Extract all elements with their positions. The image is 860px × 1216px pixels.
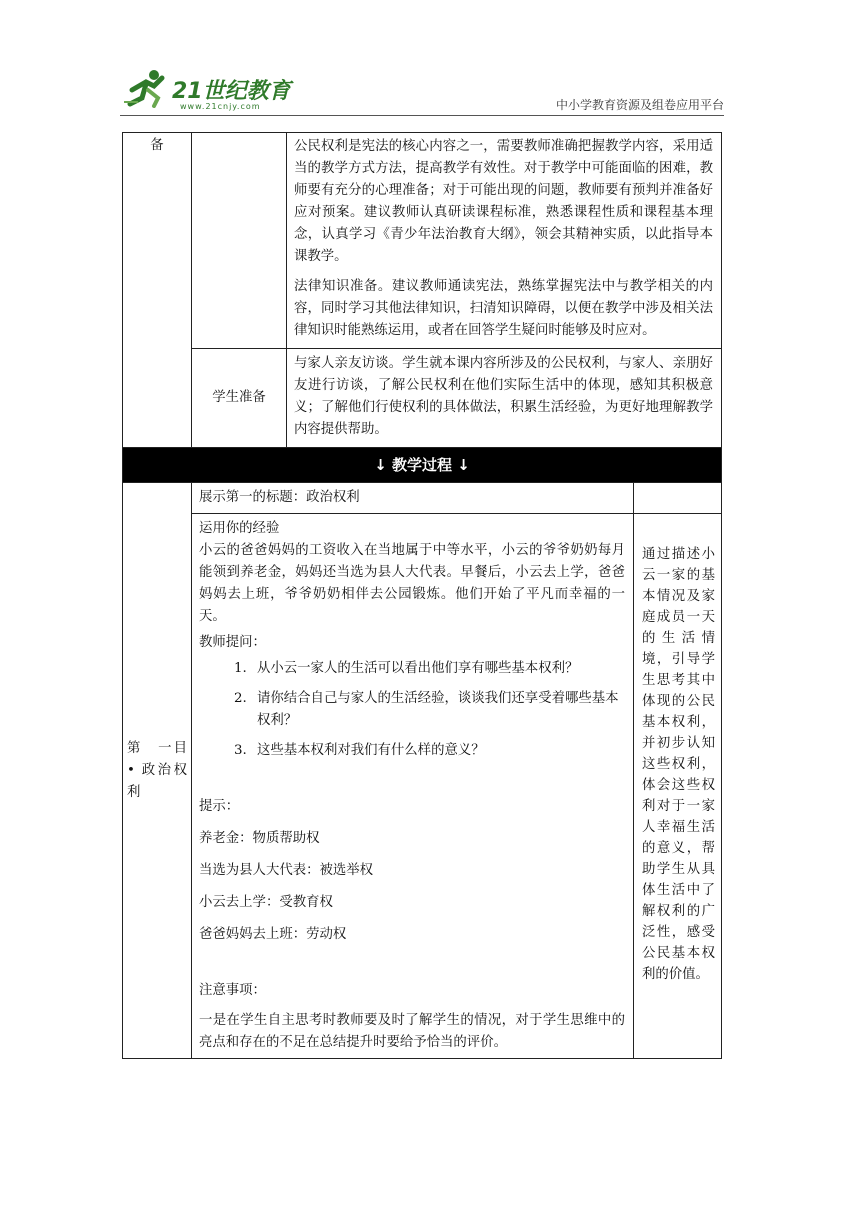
notes-text: 一是在学生自主思考时教师要及时了解学生的情况，对于学生思维中的亮点和存在的不足在总结提升时要给予恰当的评价。 [199, 1013, 625, 1050]
page-header [120, 66, 724, 116]
process-band: ↓ 教学过程 ↓ [123, 448, 722, 483]
logo-url: www.21cnjy.com [180, 102, 261, 111]
student-prep-row [123, 349, 722, 448]
teacher-prep-paragraph: 公民权利是宪法的核心内容之一，需要教师准确把握教学内容，采用适当的教学方式方法，提高教学有效性。对于教学中可能面临的困难，教师要有充分的心理准备；对于可能出现的问题，教师要有预判并准备好应对预案。建议教师认真研读课程标准，熟悉课程性质和课程基本理念，认真学习《青少年法治教育大纲》，领会其精神实质，以此指导本课教学。 [294, 139, 714, 264]
teacher-prep-cell [287, 133, 722, 349]
notes-title: 注意事项： [199, 983, 266, 998]
process-content-cell [192, 514, 634, 1059]
site-logo [124, 68, 294, 114]
lesson-table [122, 132, 722, 1059]
section-title: 展示第一的标题：政治权利 [199, 490, 360, 505]
hint-item: 当选为县人大代表：被选举权 [199, 863, 374, 878]
story-text: 小云的爸爸妈妈的工资收入在当地属于中等水平，小云的爷爷奶奶每月能领到养老金，妈妈还当选为县人大代表。早餐后，小云去上学，爸爸妈妈去上班，爷爷奶奶相伴去公园锻炼。他们开始了平凡而幸福的一天。 [199, 543, 625, 624]
header-divider [120, 115, 724, 116]
logo-text: 21世纪教育 [172, 79, 291, 104]
teacher-prep-paragraph: 法律知识准备。建议教师通读宪法，熟练掌握宪法中与教学相关的内容，同时学习其他法律知识，扫清知识障碍，以便在教学中涉及相关法律知识时能熟练运用，或者在回答学生疑问时能够及时应对。 [294, 279, 714, 338]
question-item: 1. 从小云一家人的生活可以看出他们享有哪些基本权利？ [251, 658, 625, 680]
section-label: 第 一目• 政治权利 [127, 740, 187, 800]
title-row-cell [192, 483, 634, 514]
hint-item: 小云去上学：受教育权 [199, 895, 333, 910]
prep-label: 备 [150, 138, 164, 153]
student-prep-text: 与家人亲友访谈。学生就本课内容所涉及的公民权利，与家人、亲朋好友进行访谈，了解公民权利在他们实际生活中的体现，感知其积极意义；了解他们行使权利的具体做法，积累生活经验，为更好地理解教学内容提供帮助。 [294, 356, 714, 437]
design-note-cell [634, 514, 722, 1059]
design-note: 通过描述小云一家的基本情况及家庭成员一天的生活情境，引导学生思考其中体现的公民基本权利，并初步认知这些权利，体会这些权利对于一家人幸福生活的意义，帮助学生从具体生活中了解权利的广泛性，感受公民基本权利的价值。 [642, 547, 716, 982]
prep-label-cell [123, 133, 192, 448]
student-prep-label: 学生准备 [212, 390, 266, 405]
question-list [199, 658, 625, 762]
hint-title: 提示： [199, 799, 240, 814]
platform-name: 中小学教育资源及组卷应用平台 [555, 98, 724, 112]
experience-title: 运用你的经验 [199, 521, 280, 536]
student-prep-cell [287, 349, 722, 448]
runner-logo-icon [124, 68, 172, 108]
process-band-row [123, 448, 722, 483]
process-content-row [123, 514, 722, 1059]
hint-item: 养老金：物质帮助权 [199, 831, 320, 846]
title-row-note-cell [634, 483, 722, 514]
section-label-cell [123, 483, 192, 1059]
teacher-prep-row [123, 133, 722, 349]
teacher-prep-label-cell [192, 133, 287, 349]
question-item: 3. 这些基本权利对我们有什么样的意义？ [251, 740, 625, 762]
question-intro: 教师提问： [199, 635, 266, 650]
lesson-table-container [122, 132, 721, 1059]
hint-item: 爸爸妈妈去上班：劳动权 [199, 927, 347, 942]
process-title-row [123, 483, 722, 514]
student-prep-label-cell [192, 349, 287, 448]
question-item: 2. 请你结合自己与家人的生活经验，谈谈我们还享受着哪些基本权利？ [251, 688, 625, 732]
